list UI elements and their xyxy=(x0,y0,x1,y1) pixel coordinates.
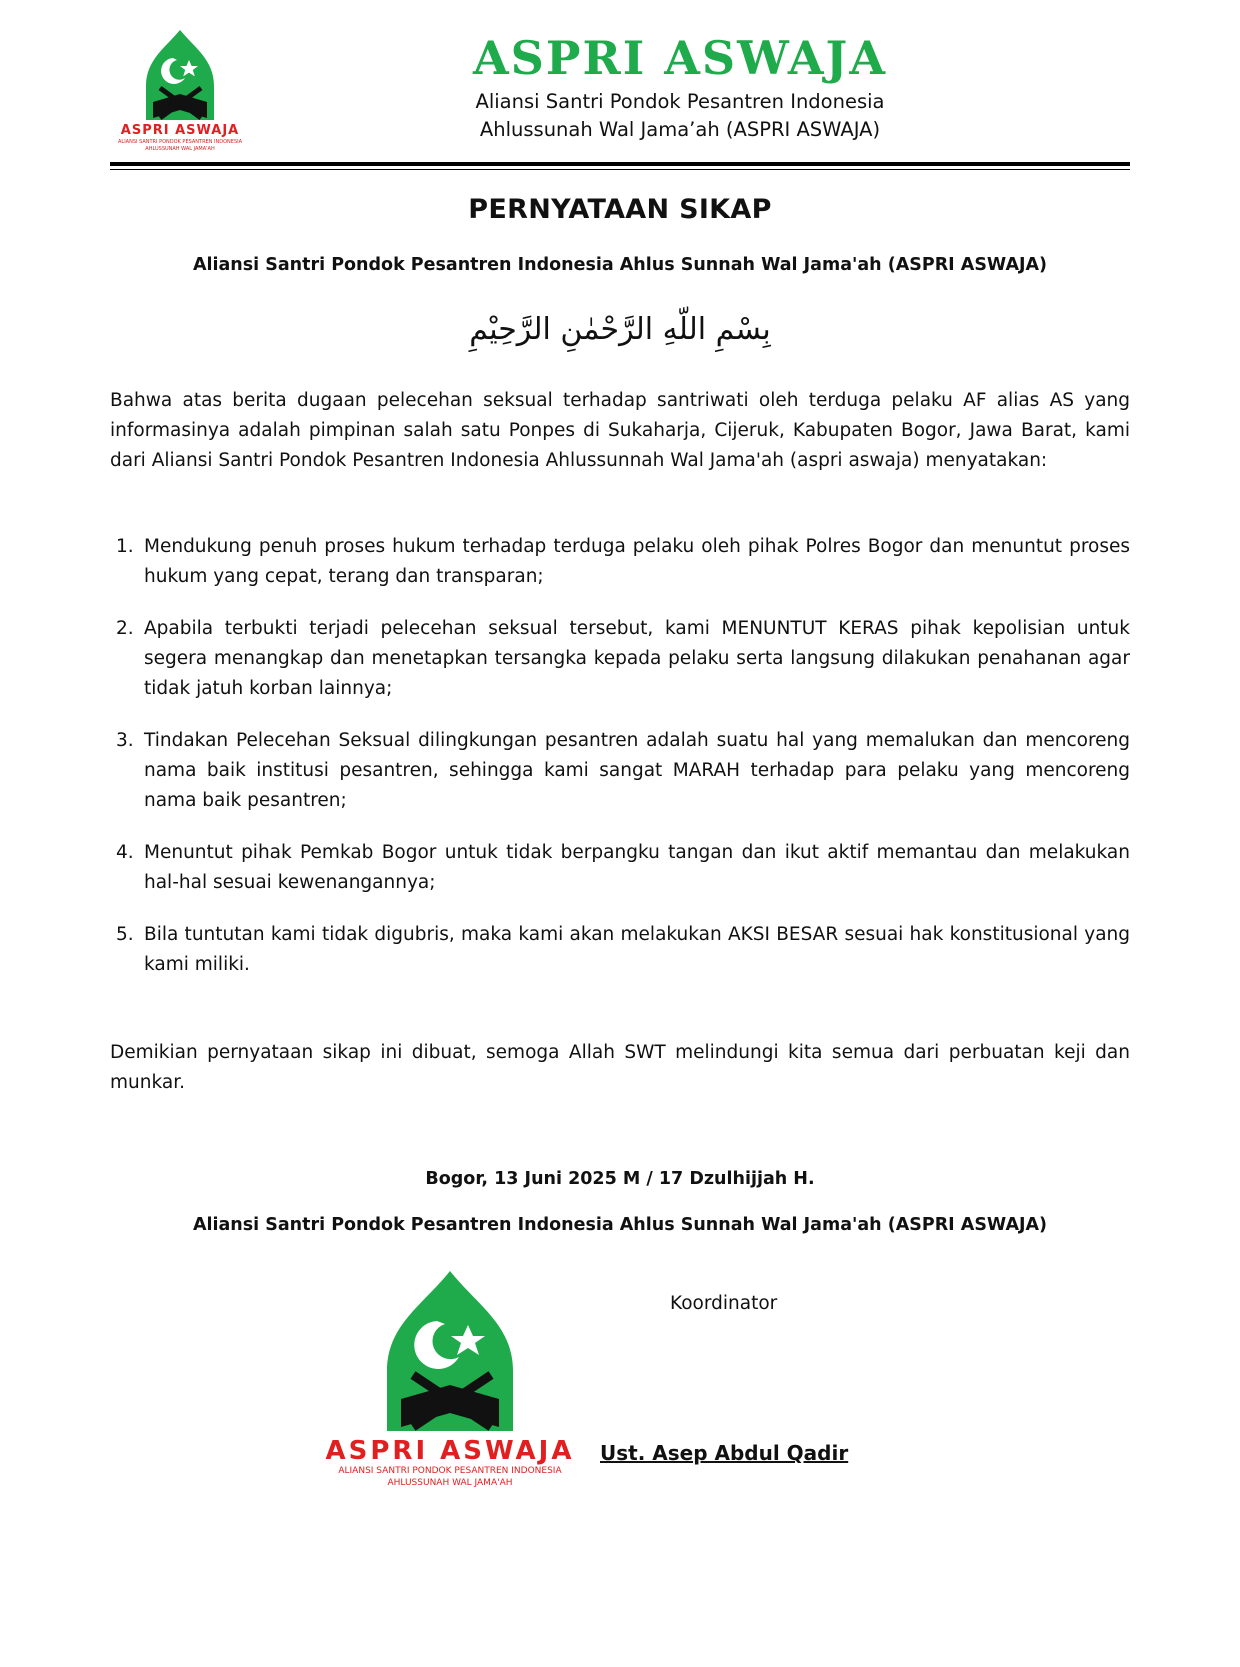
place-and-date: Bogor, 13 Juni 2025 M / 17 Dzulhijjah H. xyxy=(425,1169,815,1190)
letterhead xyxy=(110,24,1130,160)
signature-area xyxy=(110,1245,1130,1495)
signature-name: Ust. Asep Abdul Qadir xyxy=(600,1441,849,1466)
svg-text:AHLUSSUNAH WAL JAMA'AH: AHLUSSUNAH WAL JAMA'AH xyxy=(387,1478,513,1489)
page-title: PERNYATAAN SIKAP xyxy=(468,194,772,225)
signature-organization: Aliansi Santri Pondok Pesantren Indonesia Ahlus Sunnah Wal Jama'ah (ASPRI ASWAJA) xyxy=(192,1215,1048,1236)
signature-role: Koordinator xyxy=(670,1293,778,1315)
organization-subtitle-line-1: Aliansi Santri Pondok Pesantren Indonesia xyxy=(475,90,885,114)
header-logo xyxy=(110,24,250,154)
svg-text:ALIANSI SANTRI PONDOK PESANTRE: ALIANSI SANTRI PONDOK PESANTREN INDONESIA xyxy=(338,1466,562,1477)
svg-text:ASPRI ASWAJA: ASPRI ASWAJA xyxy=(325,1436,575,1467)
list-item: Mendukung penuh proses hukum terhadap terduga pelaku oleh pihak Polres Bogor dan menuntut proses hukum yang cepat, terang dan transparan; xyxy=(144,535,1130,587)
statement-points-list xyxy=(110,532,1130,980)
aspri-aswaja-logo-icon xyxy=(113,24,248,154)
header-divider-thick xyxy=(110,162,1130,166)
opening-paragraph: Bahwa atas berita dugaan pelecehan seksual terhadap santriwati oleh terduga pelaku AF alias AS yang informasinya adalah pimpinan salah satu Ponpes di Sukaharja, Cijeruk, Kabupaten Bogor, Jawa Barat, kami dari Aliansi Santri Pondok Pesantren Indonesia Ahlussunnah Wal Jama'ah (aspri aswaja) menyatakan: xyxy=(110,390,1130,471)
document-subtitle: Aliansi Santri Pondok Pesantren Indonesia Ahlus Sunnah Wal Jama'ah (ASPRI ASWAJA) xyxy=(192,255,1048,275)
organization-subtitle-line-2: Ahlussunah Wal Jama’ah (ASPRI ASWAJA) xyxy=(479,118,881,142)
organization-name: ASPRI ASWAJA xyxy=(472,31,888,86)
svg-text:ALIANSI SANTRI PONDOK PESANTRE: ALIANSI SANTRI PONDOK PESANTREN INDONESIA xyxy=(117,139,242,145)
list-item: Apabila terbukti terjadi pelecehan seksual tersebut, kami MENUNTUT KERAS pihak kepolisian untuk segera menangkap dan menetapkan tersangka kepada pelaku serta langsung dilakukan penahanan agar tidak jatuh korban lainnya; xyxy=(144,617,1130,699)
list-item: Menuntut pihak Pemkab Bogor untuk tidak berpangku tangan dan ikut aktif memantau dan melakukan hal-hal sesuai kewenangannya; xyxy=(144,841,1130,893)
aspri-aswaja-logo-icon xyxy=(325,1263,575,1493)
list-item: Tindakan Pelecehan Seksual dilingkungan pesantren adalah suatu hal yang memalukan dan mencoreng nama baik institusi pesantren, sehingga kami sangat MARAH terhadap para pelaku yang mencoreng nama baik pesantren; xyxy=(144,729,1130,811)
signature-stamp-logo xyxy=(325,1263,575,1493)
svg-text:AHLUSSUNAH WAL JAMA'AH: AHLUSSUNAH WAL JAMA'AH xyxy=(144,146,215,152)
letterhead-text xyxy=(260,31,1130,144)
svg-text:ASPRI ASWAJA: ASPRI ASWAJA xyxy=(120,123,239,138)
header-divider-thin xyxy=(110,169,1130,170)
closing-paragraph: Demikian pernyataan sikap ini dibuat, semoga Allah SWT melindungi kita semua dari perbuatan keji dan munkar. xyxy=(110,1041,1130,1093)
basmalah-text: بِسْمِ اللّهِ الرَّحْمٰنِ الرَّحِيْمِ xyxy=(469,312,771,347)
list-item: Bila tuntutan kami tidak digubris, maka kami akan melakukan AKSI BESAR sesuai hak konstitusional yang kami miliki. xyxy=(144,923,1130,975)
